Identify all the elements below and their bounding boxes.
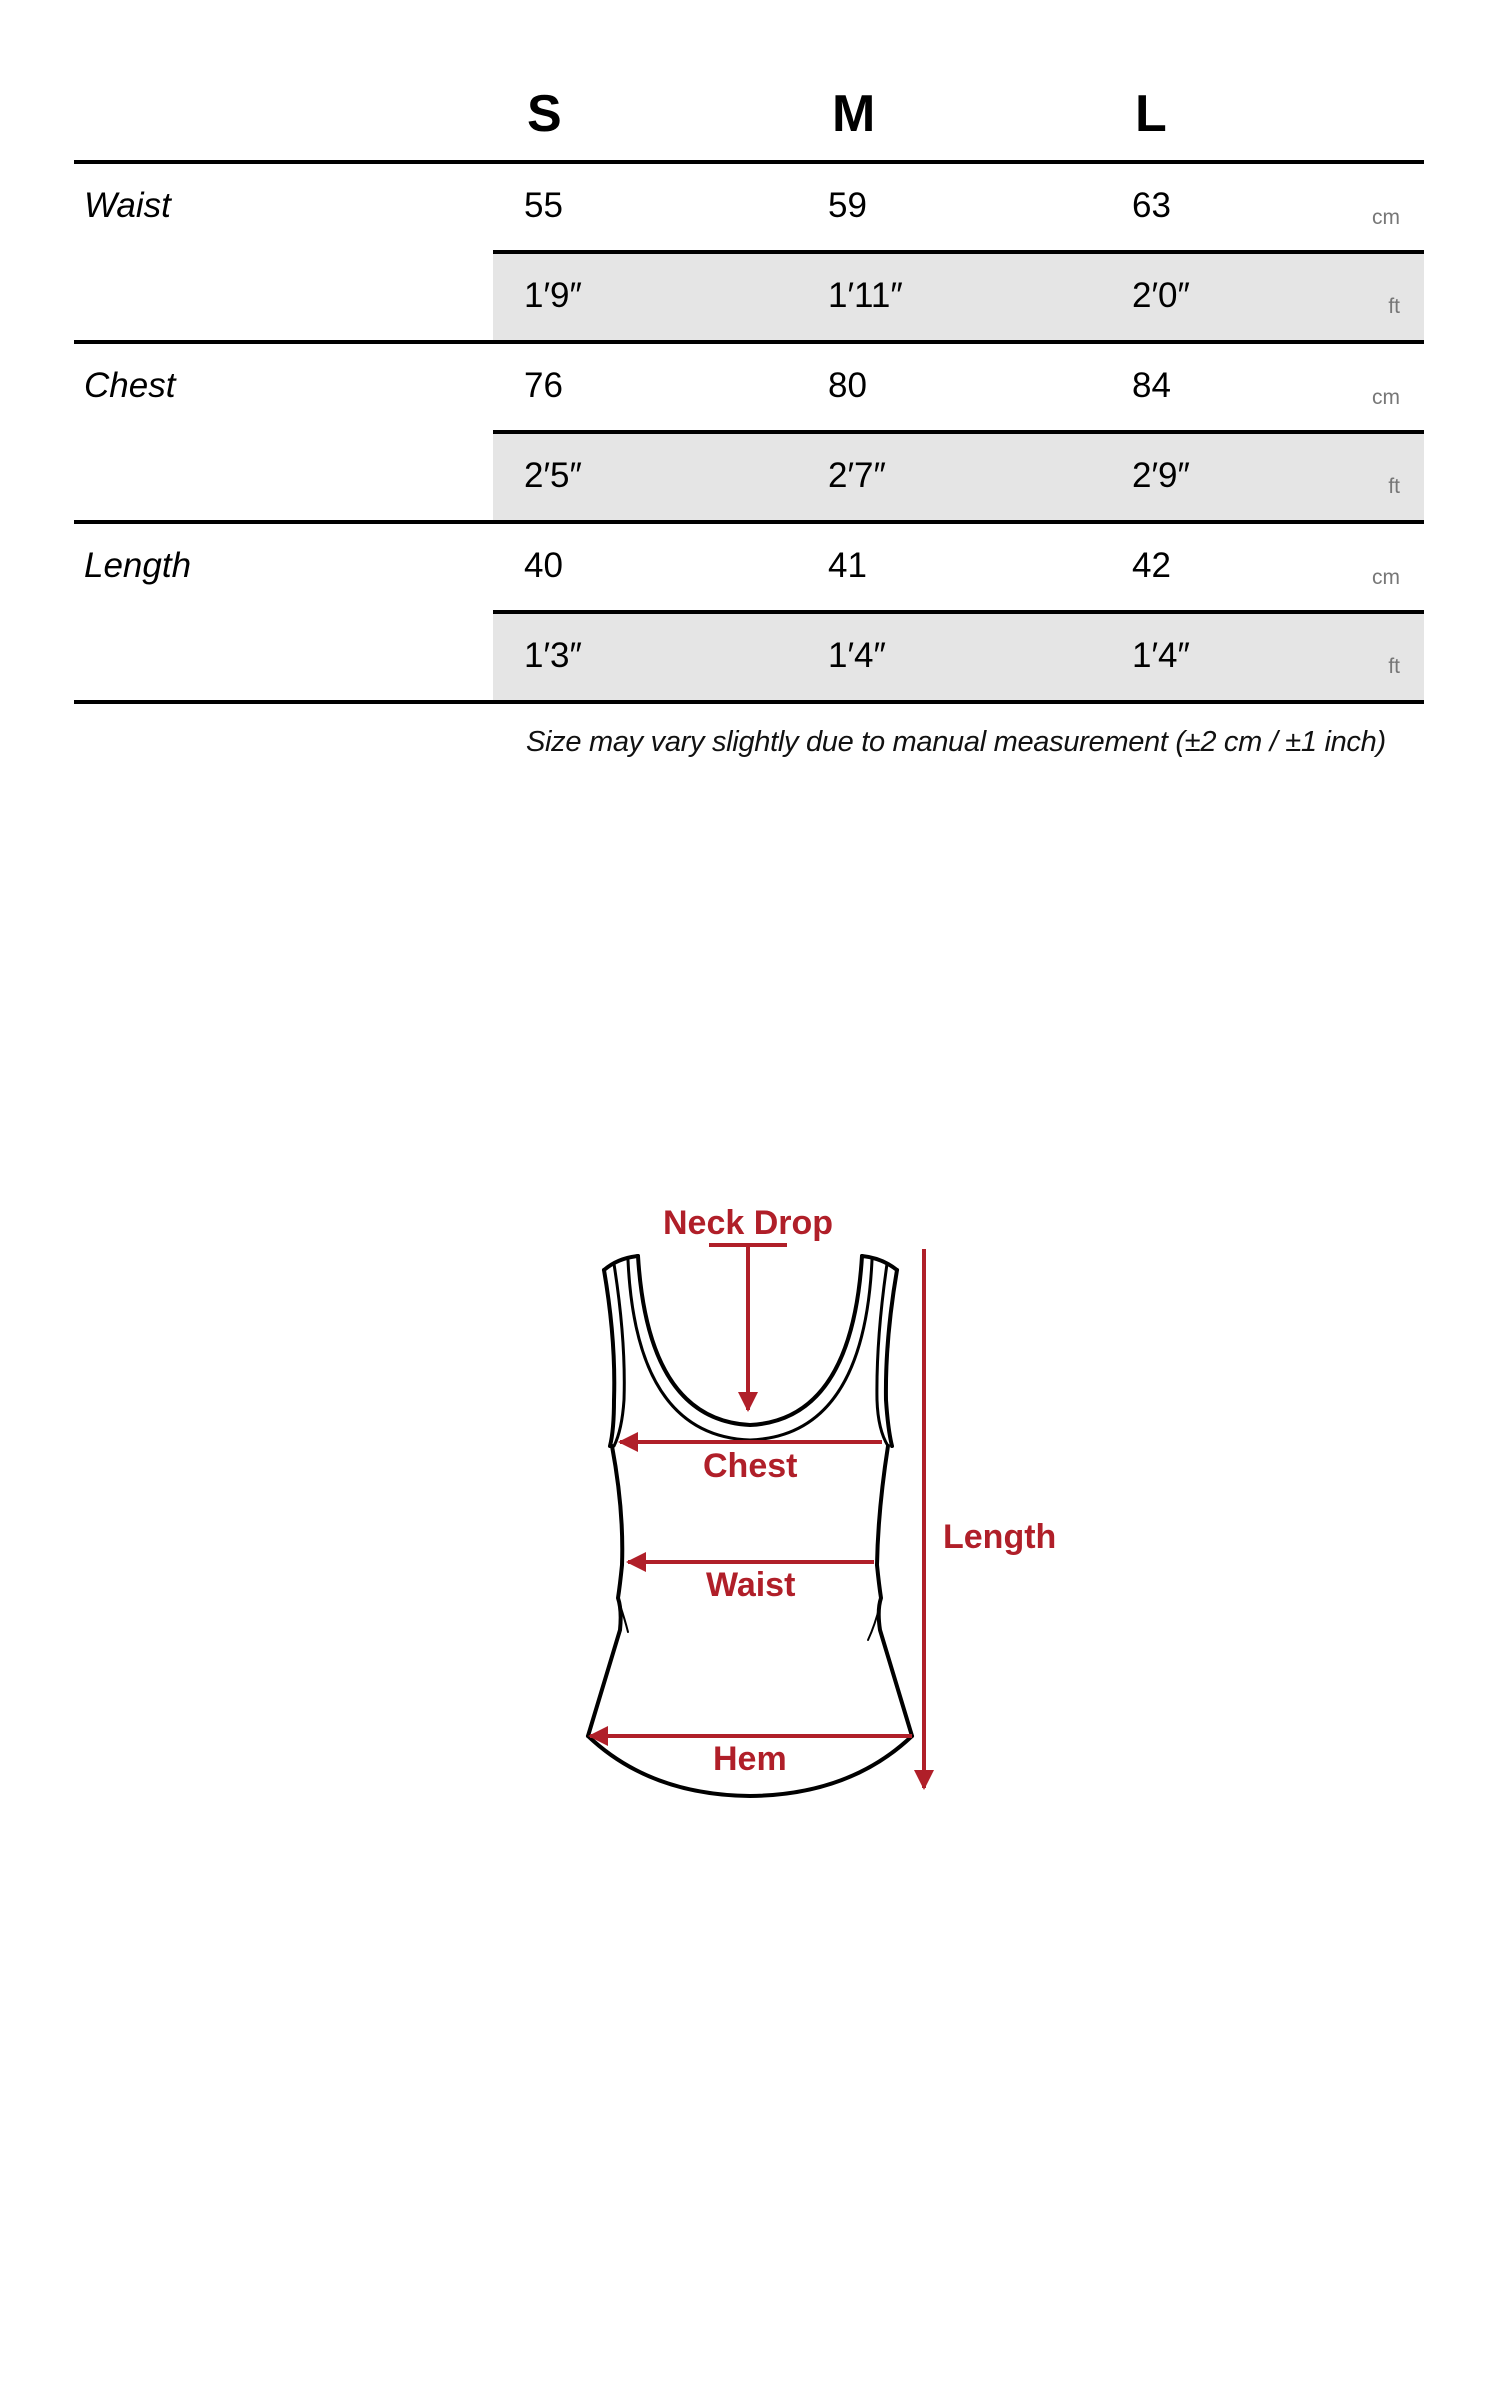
cell-length-m-cm: 41 — [828, 546, 867, 585]
cell-waist-s-ft: 1′9″ — [524, 276, 582, 315]
measurement-note: Size may vary slightly due to manual measurement (±2 cm / ±1 inch) — [526, 726, 1386, 758]
diagram-label-waist: Waist — [706, 1566, 796, 1604]
cell-length-m-ft: 1′4″ — [828, 636, 886, 675]
unit-ft: ft — [1388, 295, 1400, 318]
cell-waist-l-cm: 63 — [1132, 186, 1171, 225]
row-label-waist: Waist — [84, 186, 171, 225]
cell-chest-l-ft: 2′9″ — [1132, 456, 1190, 495]
diagram-label-chest: Chest — [703, 1447, 798, 1485]
diagram-label-hem: Hem — [713, 1740, 787, 1778]
cell-chest-m-ft: 2′7″ — [828, 456, 886, 495]
cell-chest-l-cm: 84 — [1132, 366, 1171, 405]
diagram-label-neck-drop: Neck Drop — [663, 1204, 834, 1242]
row-rule — [493, 610, 1424, 614]
row-label-chest: Chest — [84, 366, 176, 405]
size-header-l: L — [1135, 85, 1167, 143]
row-label-length: Length — [84, 546, 192, 585]
ft-row-bg-waist — [493, 252, 1424, 342]
ft-row-bg-chest — [493, 432, 1424, 522]
unit-cm: cm — [1372, 566, 1400, 589]
cell-length-l-ft: 1′4″ — [1132, 636, 1190, 675]
group-rule — [74, 340, 1424, 344]
diagram-label-length: Length — [943, 1518, 1057, 1556]
ft-row-bg-length — [493, 612, 1424, 702]
unit-cm: cm — [1372, 206, 1400, 229]
cell-chest-m-cm: 80 — [828, 366, 867, 405]
cell-waist-s-cm: 55 — [524, 186, 563, 225]
measurement-arrows — [590, 1245, 924, 1788]
cell-chest-s-ft: 2′5″ — [524, 456, 582, 495]
tank-top-outline — [588, 1256, 912, 1796]
row-rule — [493, 430, 1424, 434]
header-rule — [74, 160, 1424, 164]
cell-length-s-cm: 40 — [524, 546, 563, 585]
size-header-s: S — [527, 85, 562, 143]
unit-ft: ft — [1388, 475, 1400, 498]
row-rule — [493, 250, 1424, 254]
unit-cm: cm — [1372, 386, 1400, 409]
cell-length-s-ft: 1′3″ — [524, 636, 582, 675]
cell-waist-m-ft: 1′11″ — [828, 276, 903, 315]
unit-ft: ft — [1388, 655, 1400, 678]
cell-chest-s-cm: 76 — [524, 366, 563, 405]
cell-waist-l-ft: 2′0″ — [1132, 276, 1190, 315]
size-header-m: M — [832, 85, 876, 143]
group-rule — [74, 520, 1424, 524]
cell-length-l-cm: 42 — [1132, 546, 1171, 585]
bottom-rule — [74, 700, 1424, 704]
cell-waist-m-cm: 59 — [828, 186, 867, 225]
